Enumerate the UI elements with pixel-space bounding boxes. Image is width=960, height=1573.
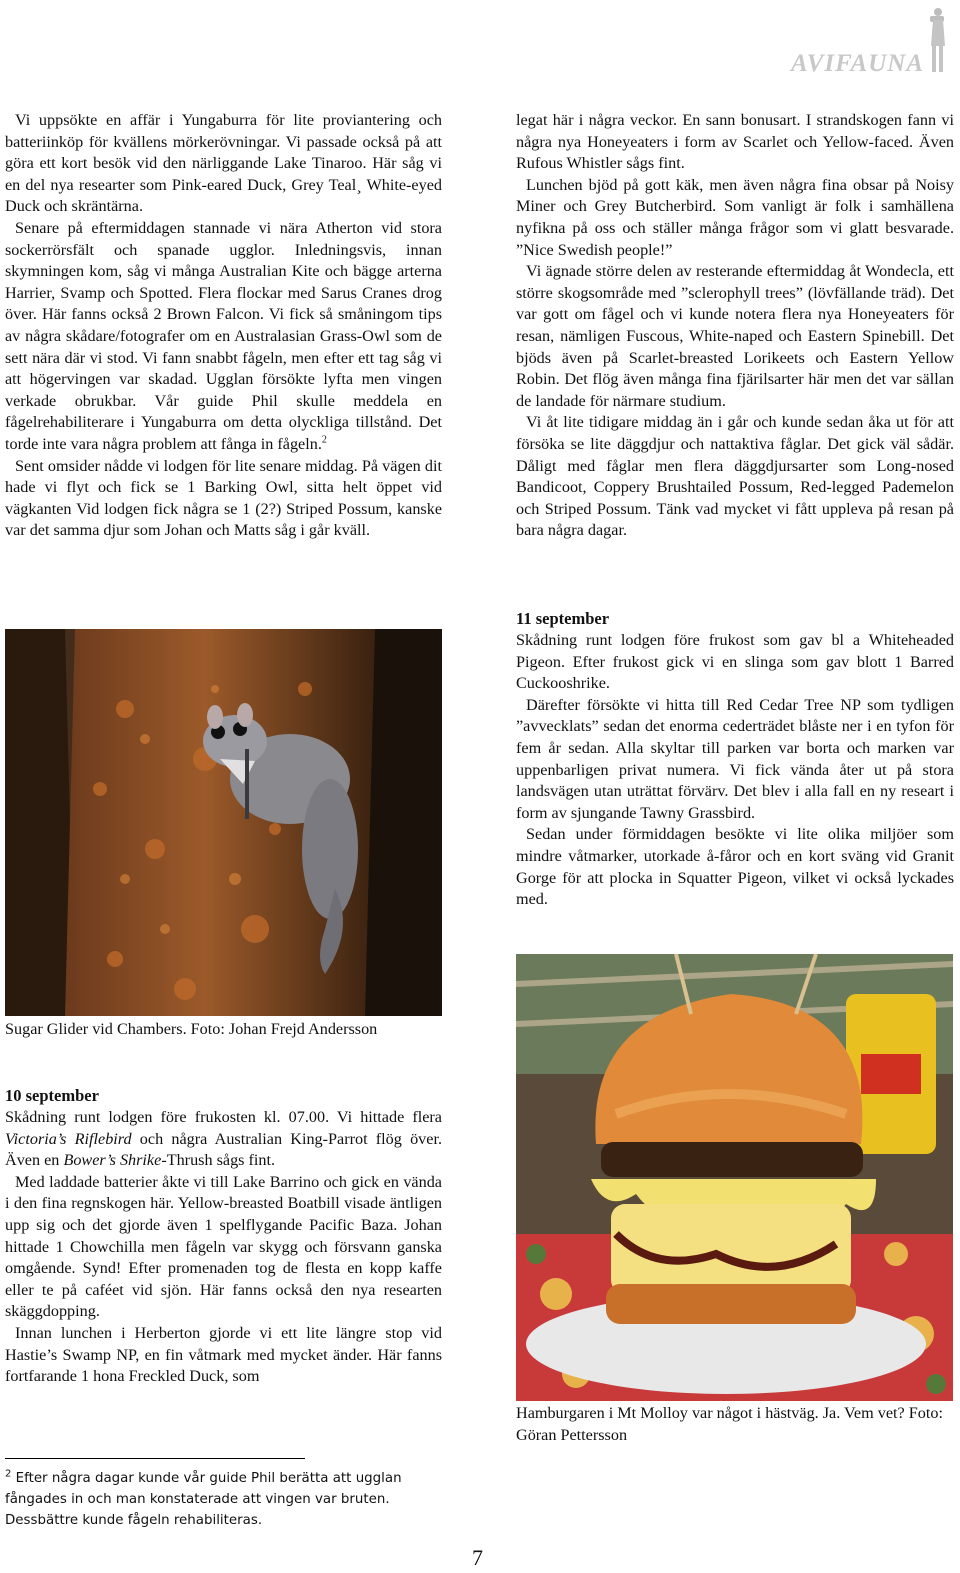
footnote-text: Efter några dagar kunde vår guide Phil berätta att ugglan fångades in och man konstaterade att vingen var bruten. Dessbättre kunde fågeln rehabiliteras. <box>5 1471 402 1528</box>
section-heading: 10 september <box>5 1086 99 1105</box>
hamburger-photo <box>516 954 953 1401</box>
paragraph-text: Skådning runt lodgen före frukosten kl. 07.00. Vi hittade flera <box>5 1108 442 1126</box>
footnote-divider <box>5 1458 305 1459</box>
footnote <box>5 1468 445 1531</box>
section-heading: 11 september <box>516 609 610 628</box>
sugar-glider-photo <box>5 629 442 1016</box>
paragraph-text: och några Australian King-Parrot flög över. Även en <box>5 1129 442 1170</box>
paragraph: Lunchen bjöd på gott käk, men även några fina obsar på Noisy Miner och Grey Butcherbird. Som vanligt är folk i samhällena nyfikna på oss och ställer många frågor som vi glatt besvarade. ”Nice Swedish people!” <box>516 175 954 259</box>
section-10-september <box>5 1085 442 1388</box>
footnote-reference[interactable]: 2 <box>321 434 327 446</box>
paragraph <box>5 218 442 456</box>
species-name: Victoria’s Riflebird <box>5 1129 132 1148</box>
hamburger-caption: Hamburgaren i Mt Molloy var något i hästväg. Ja. Vem vet? Foto: Göran Pettersson <box>516 1404 943 1444</box>
paragraph: Vi åt lite tidigare middag än i går och kunde sedan åka ut för att försöka se lite däggdjur och nattaktiva fåglar. Det gick väl sådär. Dåligt med fåglar men flera däggdjursarter som Long-nosed Bandicoot, Coppery Brushtailed Possum, Red-legged Pademelon och Striped Possum. Tänk vad mycket vi fått uppleva på resan på bara några dagar. <box>516 413 954 540</box>
paragraph: Sent omsider nådde vi lodgen för lite senare middag. På vägen dit hade vi flyt och fick se 1 Barking Owl, sitta helt öppet vid vägkanten Vid lodgen fick några se 1 (2?) Striped Possum, kanske var det samma djur som Johan och Matts såg i går kväll. <box>5 456 442 540</box>
page-number: 7 <box>472 1545 483 1570</box>
paragraph-text: Senare på eftermiddagen stannade vi nära Atherton vid stora sockerrörsfält och spanade ugglor. Inledningsvis, innan skymningen kom, såg vi många Australian Kite och bägge arterna Harrier, Svamp och Spotted. Flera flockar med Sarus Cranes drog över. Här fanns också 2 Brown Falcon. Vi fick så småningom tips av några skådare/fotografer om en Australasian Grass-Owl som de sett nära där vi stod. Vi fann snabbt fågeln, men efter ett tag såg vi att högervingen var skadad. Ugglan försökte lyfta men vingen verkade obrukbar. Vår guide Phil skulle meddela en fågelrehabiliterare i Yungaburra om detta olyckliga tillstånd. Det torde inte vara några problem att fånga in fågeln. <box>5 218 442 453</box>
paragraph: Med laddade batterier åkte vi till Lake Barrino och gick en vända i den fina regnskogen här. Yellow-breasted Boatbill visade äntligen upp sig och det gjorde även 1 spelflygande Pacific Baza. Johan hittade 1 Chowchilla men fågeln var skygg och försvann ganska omgående. Synd! Efter promenaden tog de flesta en kopp kaffe eller te på caféet vid sjön. Här fanns också den nya researten skäggdopping. <box>5 1172 442 1321</box>
avifauna-logo <box>780 4 952 76</box>
sugar-glider-illustration <box>5 629 442 1016</box>
sugar-glider-caption: Sugar Glider vid Chambers. Foto: Johan Frejd Andersson <box>5 1020 378 1038</box>
paragraph: Vi uppsökte en affär i Yungaburra för lite proviantering och batteriinköp för kvällens mörkerövningar. Vi passade också på att göra ett kort besök vid den närliggande Lake Tinaroo. Här såg vi en del nya researter som Pink-eared Duck, Grey Teal¸ White-eyed Duck och skräntärna. <box>5 111 442 216</box>
hamburger-illustration <box>516 954 953 1401</box>
right-column-text <box>516 110 954 542</box>
left-column-text <box>5 110 442 542</box>
paragraph-text: -Thrush sågs fint. <box>161 1151 276 1170</box>
paragraph: Vi ägnade större delen av resterande eftermiddag åt Wondecla, ett större skogsområde med ”sclerophyll trees” (lövfällande träd). Det var gott om fågel och vi kunde notera flera nya Honeyeaters för resan, nämligen Fuscous, White-naped och Eastern Spinebill. Det bjöds även på Scarlet-breasted Lorikeets och Eastern Yellow Robin. Det flög även många fina fjärilsarter här men det var sällan de landade för närmare studium. <box>516 262 954 410</box>
paragraph: Därefter försökte vi hitta till Red Cedar Tree NP som tydligen ”avvecklats” sedan det enorma cederträdet blåste ner i en tyfon för fem år sedan. Alla skyltar till parken var borta och marken var uppenbarligen privat numera. Vi fick vända åter ut på stora landsvägen utan uträttat förvärv. Det blev i alla fall en ny researt i form av sjungande Tawny Grassbird. <box>516 695 954 822</box>
birdwatcher-figure-icon <box>924 6 950 74</box>
paragraph: Sedan under förmiddagen besökte vi lite olika miljöer som mindre våtmarker, utorkade å-fåror och en kort sväng vid Granit Gorge för att plocka in Squatter Pigeon, vilket vi också lyckades med. <box>516 825 954 909</box>
paragraph: Innan lunchen i Herberton gjorde vi ett lite längre stop vid Hastie’s Swamp NP, en fin våtmark med mycket änder. Här fanns fortfarande 1 hona Freckled Duck, som <box>5 1323 442 1386</box>
footnote-number: 2 <box>5 1468 12 1480</box>
species-name: Bower’s Shrike <box>63 1151 162 1170</box>
logo-wordmark: AVIFAUNA <box>790 50 924 77</box>
paragraph <box>5 1107 442 1172</box>
section-11-september <box>516 608 954 911</box>
paragraph: legat här i några veckor. En sann bonusart. I strandskogen fann vi några nya Honeyeaters i form av Scarlet och Yellow-faced. Även Rufous Whistler sågs fint. <box>516 111 954 173</box>
paragraph: Skådning runt lodgen före frukost som gav bl a Whiteheaded Pigeon. Efter frukost gick vi en slinga som gav blott 1 Barred Cuckooshrike. <box>516 631 954 693</box>
